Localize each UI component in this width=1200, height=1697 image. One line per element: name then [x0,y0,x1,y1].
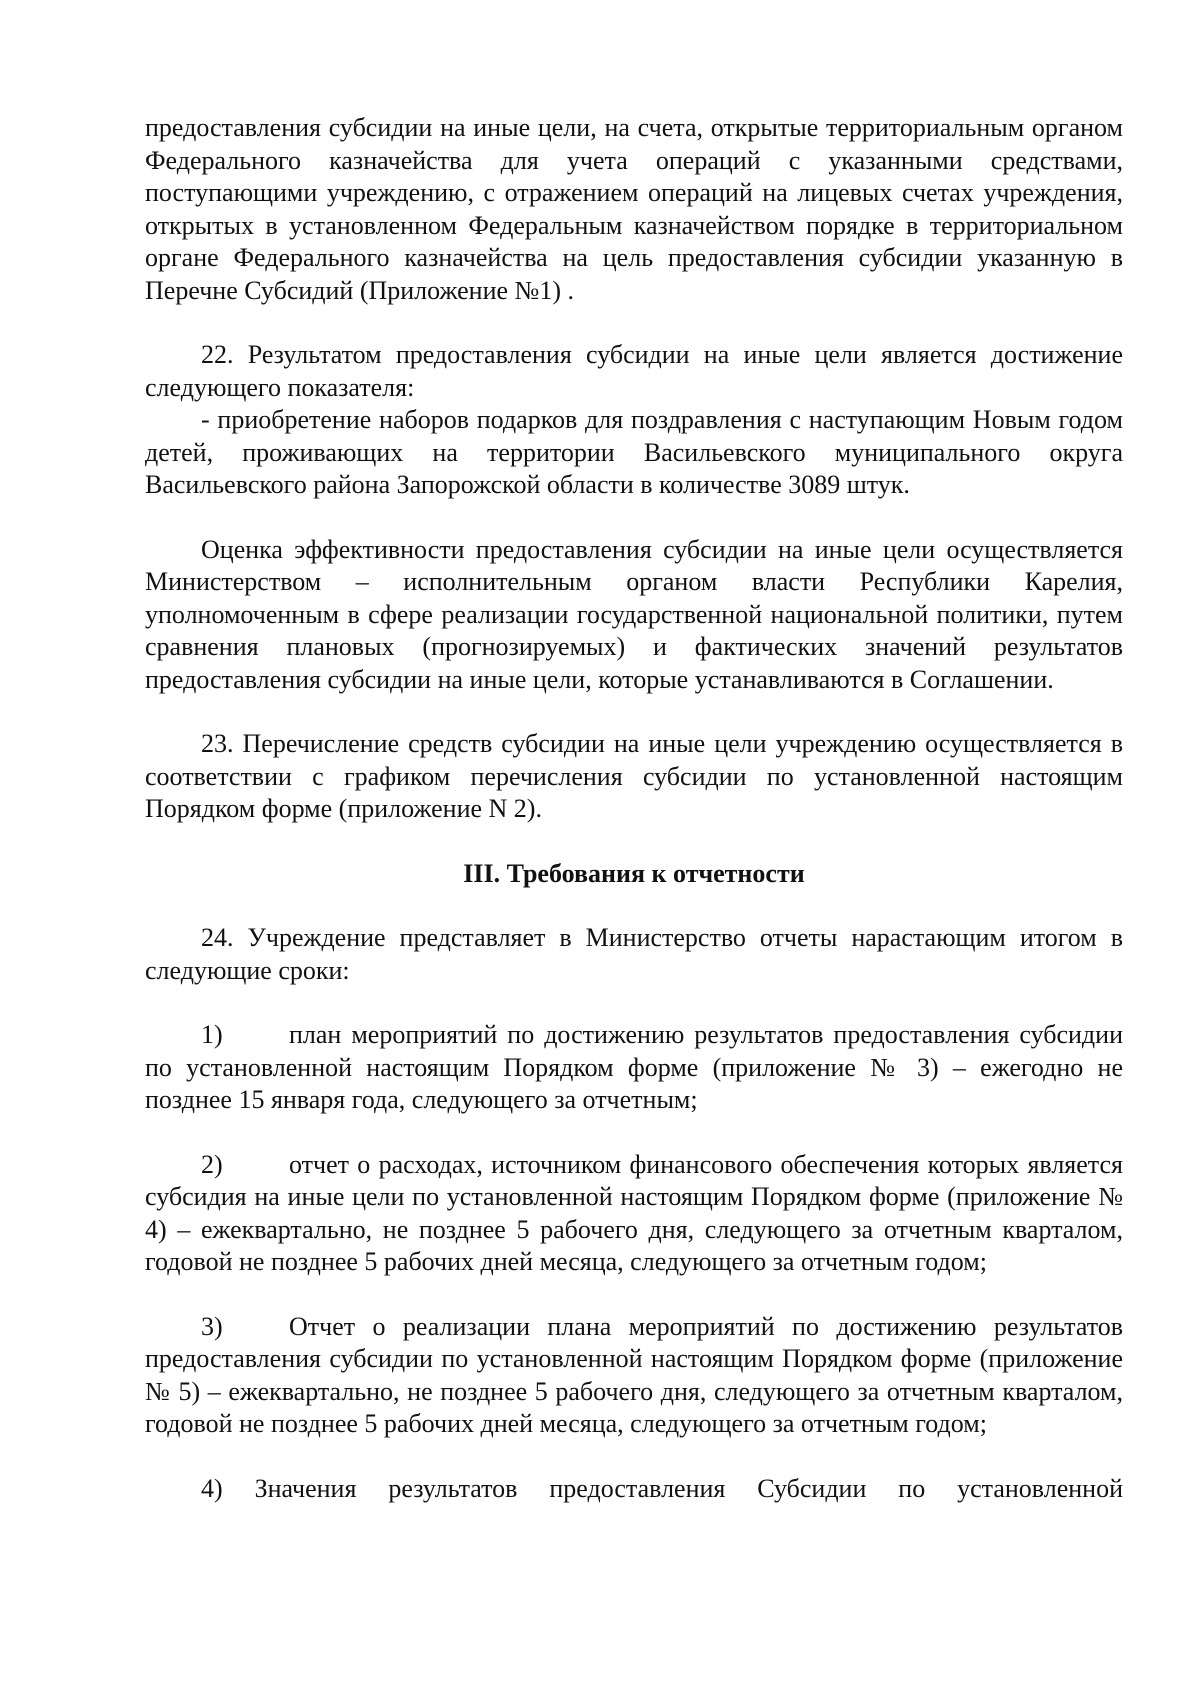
list-item-number: 2) [201,1149,223,1179]
list-item-text: отчет о расходах, источником финансового обеспечения которых является субсидия на иные цели по установленной настоящим Порядком форме (приложение № 4) – ежеквартально, не позднее 5 рабочего дня, следующего за отчетным кварталом, годовой не позднее 5 рабочих дней месяца, следующего за отчетным годом; [145,1149,1123,1276]
paragraph-23: 23. Перечисление средств субсидии на иные цели учреждению осуществляется в соответствии с графиком перечисления субсидии по установленной настоящим Порядком форме (приложение N 2). [145,729,1123,823]
list-item-text: план мероприятий по достижению результатов предоставления субсидии по установленной настоящим Порядком форме (приложение № 3) – ежегодно не позднее 15 января года, следующего за отчетным; [145,1020,1123,1114]
list-item-1 [145,1019,1123,1117]
paragraph-continuation: предоставления субсидии на иные цели, на счета, открытые территориальным органом Федерального казначейства для учета операций с указанными средствами, поступающими учреждению, с отражением операций на лицевых счетах учреждения, открытых в установленном Федеральным казначейством порядке в территориальном органе Федерального казначейства на цель предоставления субсидии указанную в Перечне Субсидий (Приложение №1) . [145,113,1123,305]
list-item-2 [145,1149,1123,1279]
document-page [145,112,1123,1537]
list-item-text: Отчет о реализации плана мероприятий по достижению результатов предоставления субсидии по установленной настоящим Порядком форме (приложение № 5) – ежеквартально, не позднее 5 рабочего дня, следующего за отчетным кварталом, годовой не позднее 5 рабочих дней месяца, следующего за отчетным годом; [145,1311,1123,1438]
list-item-number: 1) [201,1020,223,1049]
paragraph-22-intro: 22. Результатом предоставления субсидии на иные цели является достижение следующего показателя: [145,340,1123,402]
list-item-4: 4) Значения результатов предоставления Субсидии по установленной [201,1473,1123,1503]
section-heading: III. Требования к отчетности [463,858,805,888]
paragraph-24: 24. Учреждение представляет в Министерство отчеты нарастающим итогом в следующие сроки: [145,923,1123,985]
paragraph-22-item: - приобретение наборов подарков для поздравления с наступающим Новым годом детей, проживающих на территории Васильевского муниципального округа Васильевского района Запорожской области в количестве 3089 штук. [145,405,1123,499]
paragraph-evaluation: Оценка эффективности предоставления субсидии на иные цели осуществляется Министерством – исполнительным органом власти Республики Карелия, уполномоченным в сфере реализации государственной национальной политики, путем сравнения плановых (прогнозируемых) и фактических значений результатов предоставления субсидии на иные цели, которые устанавливаются в Соглашении. [145,534,1123,694]
list-item-number: 3) [201,1311,223,1341]
list-item-3 [145,1311,1123,1441]
